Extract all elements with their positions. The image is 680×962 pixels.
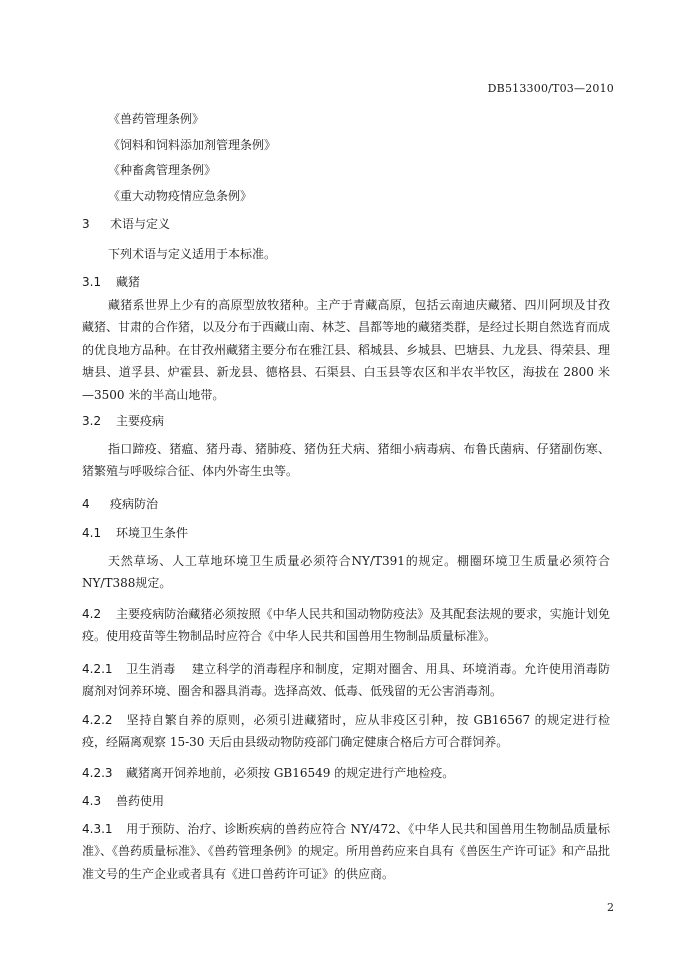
section-4-3-1-body [82,818,610,885]
section-number: 4 [82,497,90,511]
section-3-2-body: 指口蹄疫、猪瘟、猪丹毒、猪肺疫、猪伪狂犬病、猪细小病毒病、布鲁氏菌病、仔猪副伤寒、猪繁殖与呼吸综合征、体内外寄生虫等。 [82,442,610,479]
section-4-2-2-body [82,709,610,754]
section-3-1-body: 藏猪系世界上少有的高原型放牧猪种。主产于青藏高原，包括云南迪庆藏猪、四川阿坝及甘孜藏猪、甘肃的合作猪，以及分布于西藏山南、林芝、昌都等地的藏猪类群，是经过长期自然选育而成的优良地方品种。在甘孜州藏猪主要分布在雅江县、稻城县、乡城县、巴塘县、九龙县、得荣县、理塘县、道孚县、炉霍县、新龙县、德格县、石渠县、白玉县等农区和半农半牧区，海拔在 2800 米—3500 米的半高山地带。 [82,298,611,402]
section-4-1-body: 天然草场、人工草地环境卫生质量必须符合NY/T391的规定。棚圈环境卫生质量必须符合NY/T388规定。 [82,554,610,591]
section-number: 3.2 [82,414,102,428]
section-text: 主要疫病防治藏猪必须按照《中华人民共和国动物防疫法》及其配套法规的要求，实施计划免疫。使用疫苗等生物制品时应符合《中华人民共和国兽用生物制品质量标准》。 [82,607,610,644]
section-number: 4.3 [82,794,102,808]
section-4-2-3-body [82,762,610,784]
section-4-2-1-body [82,658,610,703]
section-4-3-heading [82,792,164,809]
section-4-2-body [82,603,610,648]
section-number: 4.2.2 [82,713,113,727]
section-text: 建立科学的消毒程序和制度，定期对圈舍、用具、环境消毒。允许使用消毒防腐剂对饲养环境、圈舍和器具消毒。选择高效、低毒、低残留的无公害消毒剂。 [82,662,610,699]
section-number: 3 [82,217,90,231]
section-text: 坚持自繁自养的原则，必须引进藏猪时，应从非疫区引种，按 GB16567 的规定进行检疫，经隔离观察 15-30 天后由县级动物防疫部门确定健康合格后方可合群饲养。 [82,713,610,750]
section-3-2-heading [82,412,164,429]
section-4-heading [82,495,158,512]
section-title: 藏猪 [116,275,141,289]
section-text: 用于预防、治疗、诊断疾病的兽药应符合 NY/472、《中华人民共和国兽用生物制品质量标准》、《兽药质量标准》、《兽药管理条例》的规定。所用兽药应来自具有《兽医生产许可证》和产品批准文号的生产企业或者具有《进口兽药许可证》的供应商。 [82,822,611,881]
section-title: 主要疫病 [116,414,165,428]
section-4-1-heading [82,524,188,541]
section-number: 4.1 [82,526,102,540]
section-number: 4.2.3 [82,766,113,780]
reference-item: 《饲料和饲料添加剂管理条例》 [108,138,277,152]
page-number: 2 [607,901,614,914]
section-title: 卫生消毒 [126,662,176,676]
section-number: 4.3.1 [82,822,113,836]
section-3-intro: 下列术语与定义适用于本标准。 [108,247,277,261]
section-3-1-heading [82,273,140,290]
section-number: 3.1 [82,275,102,289]
section-text: 藏猪离开饲养地前，必须按 GB16549 的规定进行产地检疫。 [126,766,455,780]
section-title: 兽药使用 [116,794,165,808]
section-number: 4.2 [82,607,102,621]
section-3-heading [82,215,170,232]
document-code-header: DB513300/T03—2010 [487,82,614,95]
reference-item: 《兽药管理条例》 [108,112,205,126]
section-title: 疫病防治 [110,497,159,511]
section-title: 术语与定义 [110,217,171,231]
header-divider [64,99,616,100]
reference-item: 《重大动物疫情应急条例》 [108,189,253,203]
reference-item: 《种畜禽管理条例》 [108,163,217,177]
section-number: 4.2.1 [82,662,113,676]
section-title: 环境卫生条件 [116,526,189,540]
